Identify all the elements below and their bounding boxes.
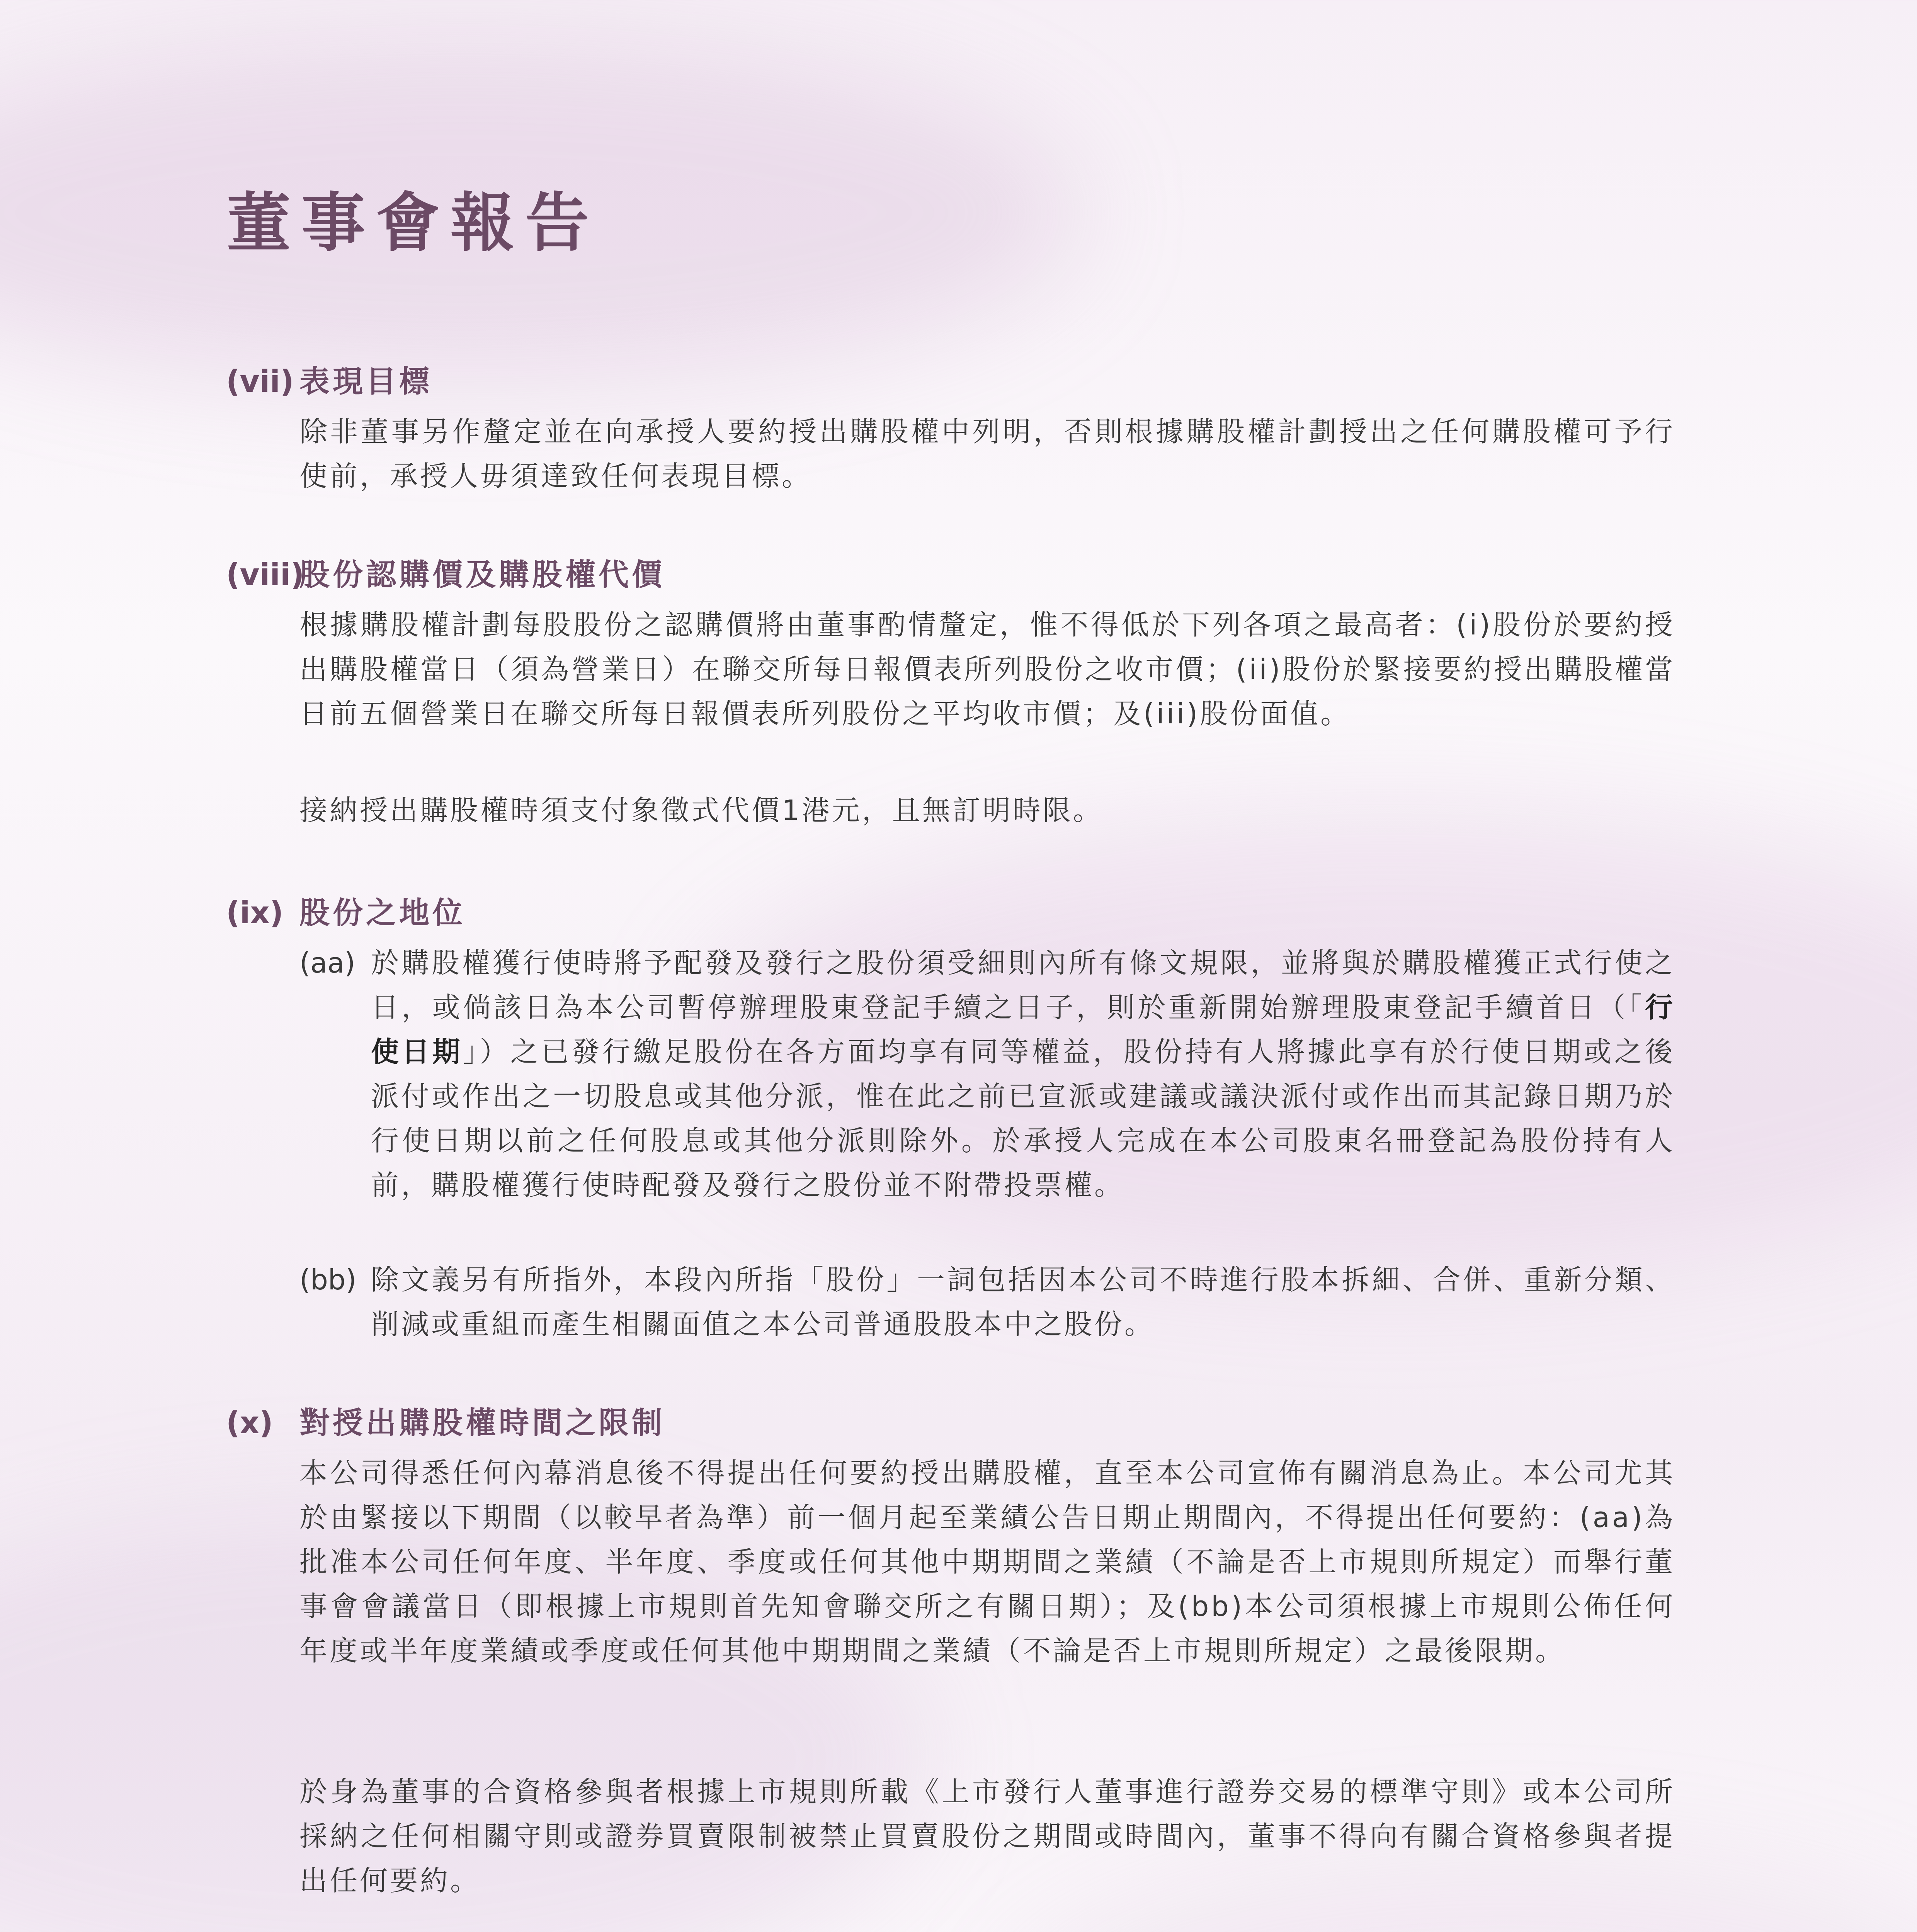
paragraph: 本公司得悉任何內幕消息後不得提出任何要約授出購股權，直至本公司宣佈有關消息為止。本公司尤其於由緊接以下期間（以較早者為準）前一個月起至業績公告日期止期間內，不得提出任何要約：(aa)為批准本公司任何年度、半年度、季度或任何其他中期期間之業績（不論是否上市規則所規定）而舉行董事會會議當日（即根據上市規則首先知會聯交所之有關日期）；及(bb)本公司須根據上市規則公佈任何年度或半年度業績或季度或任何其他中期期間之業績（不論是否上市規則所規定）之最後限期。 bbox=[299, 1457, 1675, 1667]
section-title: 表現目標 bbox=[299, 364, 433, 399]
section-heading-viii bbox=[226, 551, 665, 594]
paragraph: 於身為董事的合資格參與者根據上市規則所載《上市發行人董事進行證券交易的標準守則》或本公司所採納之任何相關守則或證券買賣限制被禁止買賣股份之期間或時間內，董事不得向有關合資格參與者提出任何要約。 bbox=[299, 1776, 1675, 1897]
list-item bbox=[371, 941, 1675, 1208]
section-number: (viii) bbox=[226, 558, 304, 592]
section-number: (x) bbox=[226, 1406, 273, 1440]
list-item-label: (aa) bbox=[299, 947, 356, 979]
defined-term: 行使日期 bbox=[371, 991, 1675, 1068]
list-item: 除文義另有所指外，本段內所指「股份」一詞包括因本公司不時進行股本拆細、合併、重新分類、削減或重組而產生相關面值之本公司普通股股本中之股份。 bbox=[371, 1264, 1675, 1340]
list-item-text: 於購股權獲行使時將予配發及發行之股份須受細則內所有條文規限，並將與於購股權獲正式行使之日，或倘該日為本公司暫停辦理股東登記手續之日子，則於重新開始辦理股東登記手續首日（「 bbox=[371, 947, 1675, 1024]
section-title: 對授出購股權時間之限制 bbox=[299, 1406, 665, 1440]
paragraph: 除非董事另作釐定並在向承授人要約授出購股權中列明，否則根據購股權計劃授出之任何購股權可予行使前，承授人毋須達致任何表現目標。 bbox=[299, 415, 1675, 492]
section-number: (ix) bbox=[226, 896, 284, 930]
section-title: 股份認購價及購股權代價 bbox=[299, 558, 665, 592]
section-heading-x bbox=[226, 1399, 665, 1442]
page-title: 董事會報告 bbox=[227, 186, 600, 260]
paragraph: 接納授出購股權時須支付象徵式代價1港元，且無訂明時限。 bbox=[299, 794, 1103, 827]
list-item-text: 」）之已發行繳足股份在各方面均享有同等權益，股份持有人將據此享有於行使日期或之後派付或作出之一切股息或其他分派，惟在此之前已宣派或建議或議決派付或作出而其記錄日期乃於行使日期以前之任何股息或其他分派則除外。於承授人完成在本公司股東名冊登記為股份持有人前，購股權獲行使時配發及發行之股份並不附帶投票權。 bbox=[371, 1036, 1675, 1201]
list-item-label: (bb) bbox=[299, 1264, 357, 1296]
paragraph: 根據購股權計劃每股股份之認購價將由董事酌情釐定，惟不得低於下列各項之最高者：(i)股份於要約授出購股權當日（須為營業日）在聯交所每日報價表所列股份之收市價；(ii)股份於緊接要約授出購股權當日前五個營業日在聯交所每日報價表所列股份之平均收市價；及(iii)股份面值。 bbox=[299, 609, 1675, 730]
section-heading-ix bbox=[226, 889, 466, 932]
section-heading-vii bbox=[226, 357, 432, 401]
section-number: (vii) bbox=[226, 364, 294, 399]
section-title: 股份之地位 bbox=[299, 896, 466, 930]
